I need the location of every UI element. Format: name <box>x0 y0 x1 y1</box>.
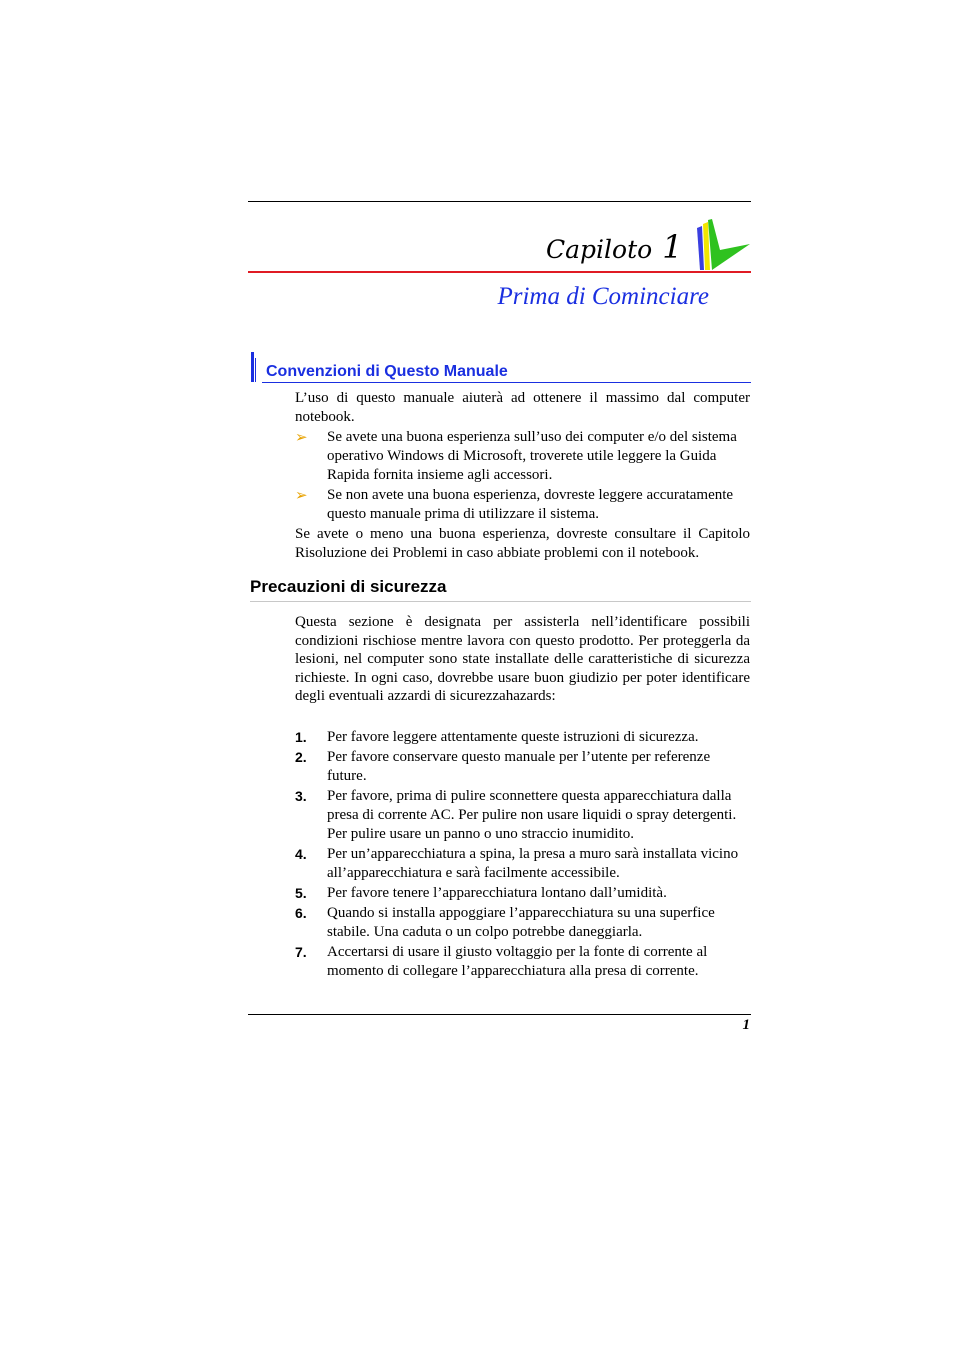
list-item <box>295 748 750 786</box>
logo-blue-shape <box>697 226 704 270</box>
list-item-text: Per favore tenere l’apparecchiatura lontano dall’umidità. <box>327 885 667 901</box>
header-rule <box>248 201 751 202</box>
arrow-bullet-icon: ➢ <box>295 486 308 504</box>
list-item-text: Quando si installa appoggiare l’apparecchiatura su una superfice stabile. Una caduta o un colpo potrebbe daneggiarla. <box>327 905 715 940</box>
list-number: 3. <box>295 788 307 804</box>
list-number: 7. <box>295 944 307 960</box>
list-number: 6. <box>295 905 307 921</box>
list-item-text: Per un’apparecchiatura a spina, la presa a muro sarà installata vicino all’apparecchiatura e sarà facilmente accessibile. <box>327 846 739 881</box>
section2-numbered-list <box>295 728 750 981</box>
arrow-bullet-icon: ➢ <box>295 428 308 446</box>
list-number: 4. <box>295 846 307 862</box>
chapter-word: Capiloto <box>546 235 653 264</box>
list-item <box>295 428 750 485</box>
list-item-text: Per favore conservare questo manuale per l’utente per referenze future. <box>327 749 711 784</box>
list-item-text: Per favore leggere attentamente queste istruzioni di sicurezza. <box>327 729 699 745</box>
list-item-text: Accertarsi di usare il giusto voltaggio per la fonte di corrente al momento di collegare l’apparecchiatura alla presa di corrente. <box>327 944 708 979</box>
section1-intro: L’uso di questo manuale aiuterà ad ottenere il massimo dal computer notebook. <box>295 390 750 425</box>
list-number: 2. <box>295 749 307 765</box>
list-item <box>295 884 750 903</box>
list-item-text: Per favore, prima di pulire sconnettere questa apparecchiatura dalla presa di corrente AC. Per pulire non usare liquidi o spray detergenti. Per pulire usare un panno o uno straccio inumidito. <box>327 788 737 842</box>
chapter-title: Prima di Cominciare <box>497 283 709 310</box>
chapter-heading <box>546 228 696 272</box>
list-item <box>295 728 750 747</box>
section-marker-bar <box>251 352 257 382</box>
section1-outro: Se avete o meno una buona esperienza, dovreste consultare il Capitolo Risoluzione dei Problemi in caso abbiate problemi con il notebook. <box>295 526 750 561</box>
section-title-precauzioni: Precauzioni di sicurezza <box>250 577 447 596</box>
section2-intro: Questa sezione è designata per assisterla nell’identificare possibili condizioni rischiose mentre lavora con questo prodotto. Per proteggerla da lesioni, nel computer sono state installate delle caratteristiche di sicurezza richieste. In ogni caso, dovrebbe usare buon giudizio per poter identificare degli eventuali azzardi di sicurezzahazards: <box>295 614 750 704</box>
list-number: 1. <box>295 729 307 745</box>
chapter-number: 1 <box>662 228 683 266</box>
section1-bullet-list <box>295 428 750 524</box>
section-rule <box>250 601 751 602</box>
list-item <box>295 486 750 524</box>
list-number: 5. <box>295 885 307 901</box>
chapter-rule <box>248 271 751 273</box>
list-item <box>295 943 750 981</box>
logo-green-shape <box>708 219 750 270</box>
list-item <box>295 845 750 883</box>
list-item <box>295 904 750 942</box>
page-number: 1 <box>742 1017 750 1033</box>
list-item-text: Se avete una buona esperienza sull’uso dei computer e/o del sistema operativo Windows di Microsoft, troverete utile leggere la Guida Rapida fornita insieme agli accessori. <box>327 429 737 483</box>
section-title-convenzioni: Convenzioni di Questo Manuale <box>266 363 508 380</box>
section-rule <box>262 382 751 383</box>
footer-rule <box>248 1014 751 1015</box>
chapter-logo-icon <box>694 218 752 272</box>
list-item <box>295 787 750 844</box>
list-item-text: Se non avete una buona esperienza, dovreste leggere accuratamente questo manuale prima di utilizzare il sistema. <box>327 487 734 522</box>
